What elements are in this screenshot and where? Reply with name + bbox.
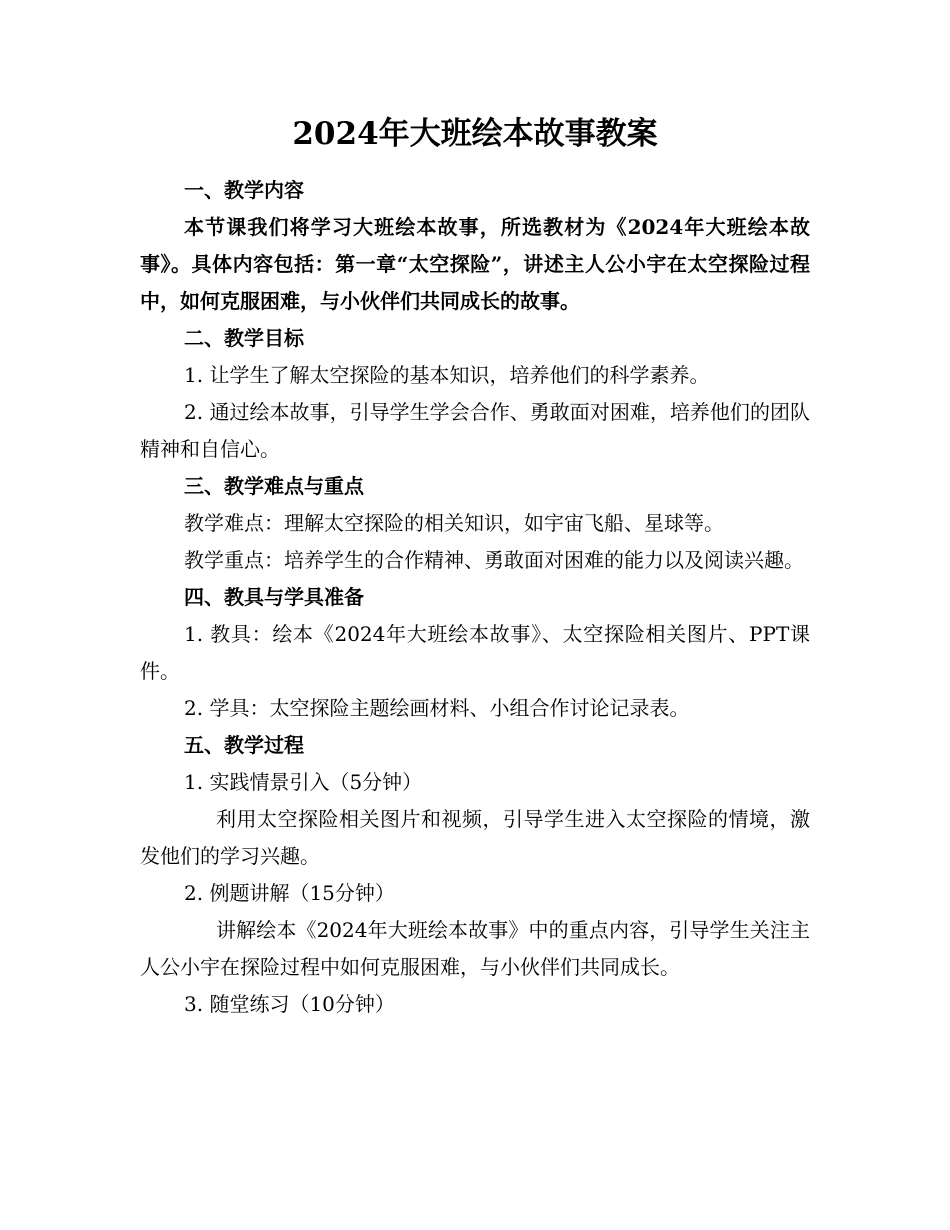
objective-item-2: 2. 通过绘本故事，引导学生学会合作、勇敢面对困难，培养他们的团队精神和自信心。 [140, 400, 810, 461]
materials-item-2: 2. 学具：太空探险主题绘画材料、小组合作讨论记录表。 [184, 696, 690, 720]
process-step-2: 2. 例题讲解（15分钟） [184, 881, 395, 905]
section-heading-difficulties: 三、教学难点与重点 [184, 474, 364, 498]
process-step-1-detail: 利用太空探险相关图片和视频，引导学生进入太空探险的情境，激发他们的学习兴趣。 [140, 807, 810, 868]
process-step-1: 1. 实践情景引入（5分钟） [184, 770, 423, 794]
process-step-2-detail: 讲解绘本《2024年大班绘本故事》中的重点内容，引导学生关注主人公小宇在探险过程中如何克服困难，与小伙伴们共同成长。 [140, 918, 810, 979]
section-heading-objectives: 二、教学目标 [184, 326, 304, 350]
key-point-paragraph: 教学重点：培养学生的合作精神、勇敢面对困难的能力以及阅读兴趣。 [184, 548, 804, 572]
section-heading-process: 五、教学过程 [184, 733, 304, 757]
section-heading-content: 一、教学内容 [184, 178, 304, 202]
materials-item-1: 1. 教具：绘本《2024年大班绘本故事》、太空探险相关图片、PPT课件。 [140, 622, 810, 683]
objective-item-1: 1. 让学生了解太空探险的基本知识，培养他们的科学素养。 [184, 363, 710, 387]
content-paragraph: 本节课我们将学习大班绘本故事，所选教材为《2024年大班绘本故事》。具体内容包括：第一章“太空探险”，讲述主人公小宇在太空探险过程中，如何克服困难，与小伙伴们共同成长的故事。 [140, 215, 810, 313]
difficulty-paragraph: 教学难点：理解太空探险的相关知识，如宇宙飞船、星球等。 [184, 511, 724, 535]
document-page [140, 112, 810, 1023]
process-step-3: 3. 随堂练习（10分钟） [184, 992, 395, 1016]
section-heading-materials: 四、教具与学具准备 [184, 585, 364, 609]
document-title: 2024年大班绘本故事教案 [292, 116, 658, 152]
